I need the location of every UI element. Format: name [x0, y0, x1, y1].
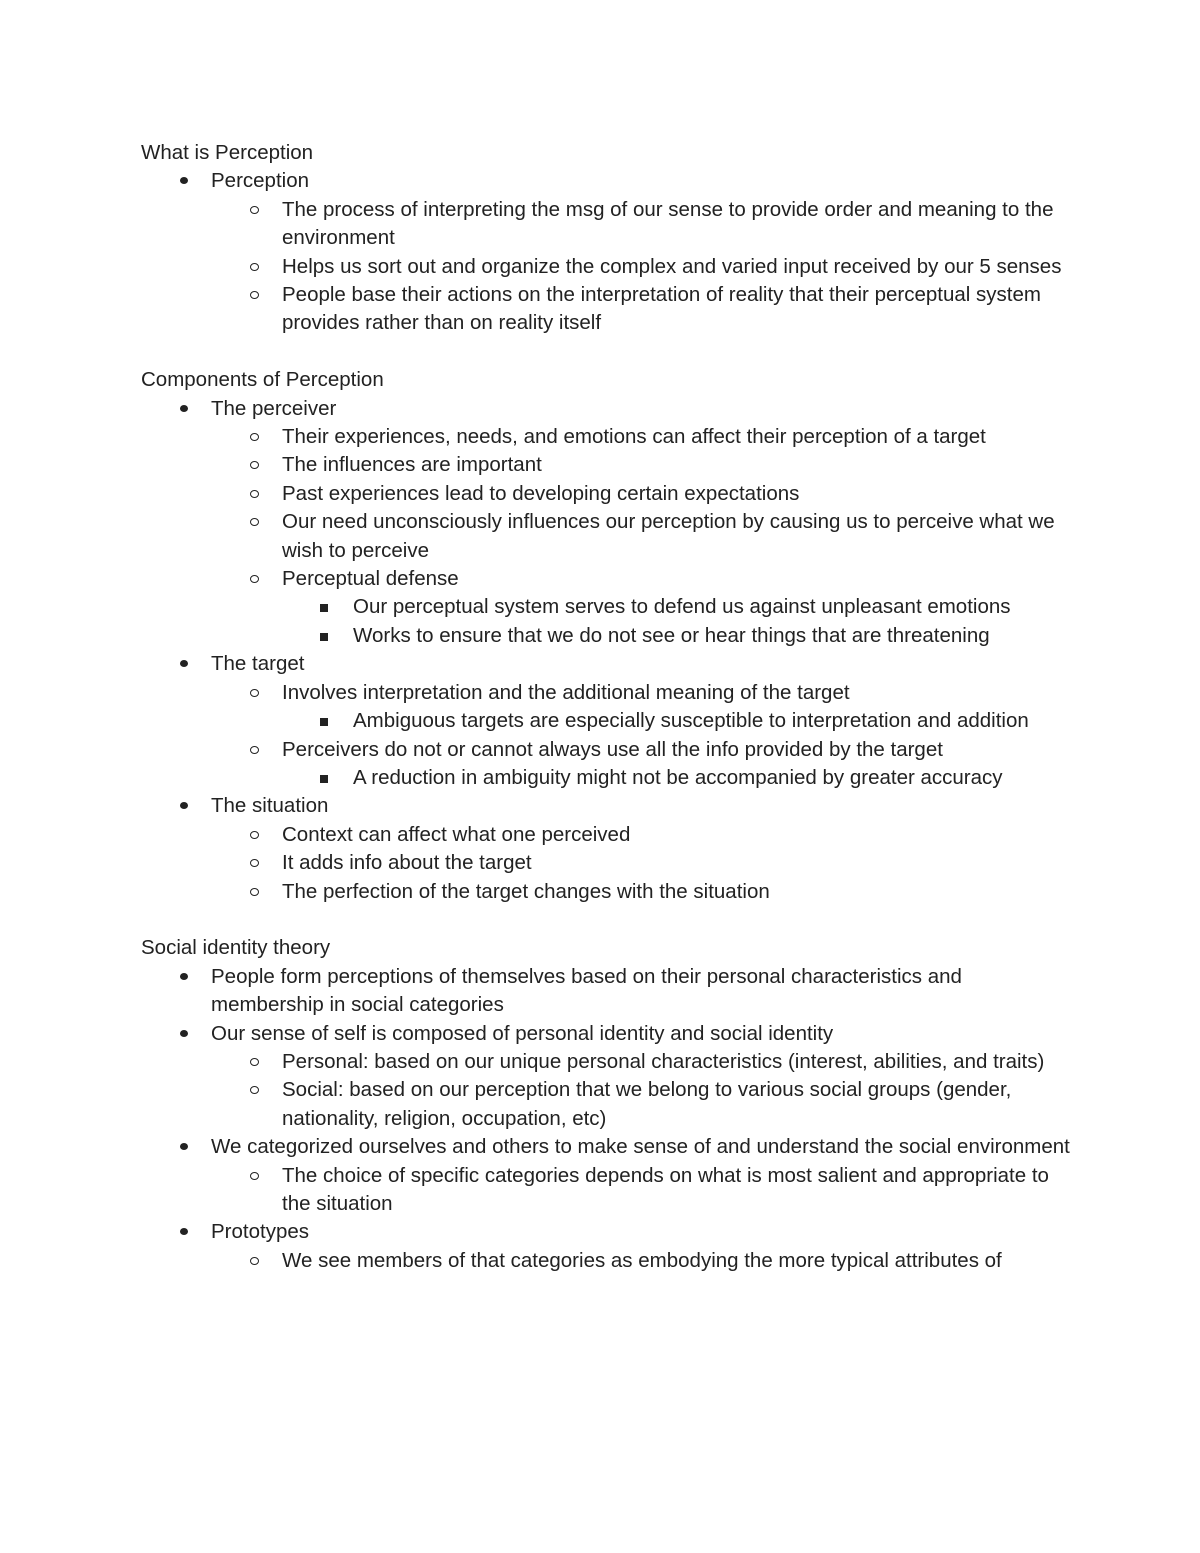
- square-bullet-icon: [320, 718, 328, 726]
- list-item-text: The process of interpreting the msg of our sense to provide order and meaning to the environment: [282, 197, 1054, 250]
- hollow-bullet-icon: [250, 518, 259, 526]
- filled-bullet-icon: [180, 1143, 188, 1150]
- list-item-text: It adds info about the target: [282, 851, 532, 875]
- section-heading: What is Perception: [141, 141, 314, 164]
- list-item: [141, 593, 1071, 621]
- section-heading: Components of Perception: [141, 368, 384, 392]
- filled-bullet-icon: [180, 177, 188, 184]
- hollow-bullet-icon: [250, 1172, 259, 1180]
- hollow-bullet-icon: [250, 689, 259, 697]
- section-what-is-perception: [141, 139, 1071, 338]
- hollow-bullet-icon: [250, 461, 259, 469]
- hollow-bullet-icon: [250, 263, 259, 271]
- hollow-bullet-icon: [250, 1086, 259, 1094]
- section-social-identity-theory: [141, 934, 1071, 1275]
- bullet-list: [141, 395, 1071, 906]
- list-item: [141, 565, 1071, 593]
- list-item: [141, 508, 1071, 565]
- list-item-text: Perceivers do not or cannot always use all the info provided by the target: [282, 737, 943, 761]
- filled-bullet-icon: [180, 1228, 188, 1235]
- list-item: [141, 167, 1071, 195]
- bullet-list: [141, 963, 1071, 1275]
- filled-bullet-icon: [180, 405, 188, 412]
- list-item-text: Ambiguous targets are especially susceptible to interpretation and addition: [353, 709, 1029, 733]
- hollow-bullet-icon: [250, 1058, 259, 1066]
- filled-bullet-icon: [180, 1030, 188, 1037]
- list-item: [141, 707, 1071, 735]
- list-item: [141, 1133, 1071, 1161]
- hollow-bullet-icon: [250, 575, 259, 583]
- list-item: [141, 1218, 1071, 1246]
- list-item: [141, 1020, 1071, 1048]
- hollow-bullet-icon: [250, 490, 259, 498]
- list-item: [141, 281, 1071, 338]
- list-item-text: The perfection of the target changes with the situation: [282, 879, 770, 903]
- list-item-text: Past experiences lead to developing certain expectations: [282, 481, 800, 505]
- filled-bullet-icon: [180, 973, 188, 980]
- list-item-text: Our need unconsciously influences our perception by causing us to perceive what we wish to perceive: [282, 510, 1055, 562]
- square-bullet-icon: [320, 775, 328, 783]
- list-item-text: The influences are important: [282, 453, 542, 477]
- section-heading: Social identity theory: [141, 936, 331, 960]
- list-item: [141, 1048, 1071, 1076]
- hollow-bullet-icon: [250, 206, 259, 214]
- square-bullet-icon: [320, 604, 328, 612]
- hollow-bullet-icon: [250, 859, 259, 867]
- list-item: [141, 423, 1071, 451]
- list-item-text: Prototypes: [211, 1220, 309, 1244]
- list-item: [141, 1247, 1071, 1275]
- hollow-bullet-icon: [250, 433, 259, 441]
- bullet-list: [141, 167, 1071, 337]
- list-item: [141, 764, 1071, 792]
- list-item-text: Perception: [211, 169, 310, 193]
- list-item-text: The situation: [211, 794, 329, 818]
- list-item: [141, 1076, 1071, 1133]
- list-item-text: The target: [211, 652, 305, 676]
- list-item-text: Their experiences, needs, and emotions can affect their perception of a target: [282, 425, 986, 449]
- hollow-bullet-icon: [250, 888, 259, 896]
- list-item-text: Helps us sort out and organize the complex and varied input received by our 5 senses: [282, 254, 1062, 278]
- list-item-text: Personal: based on our unique personal characteristics (interest, abilities, and traits): [282, 1049, 1045, 1073]
- hollow-bullet-icon: [250, 1257, 259, 1265]
- list-item-text: People form perceptions of themselves based on their personal characteristics and membership in social categories: [211, 964, 962, 1017]
- list-item: [141, 196, 1071, 253]
- list-item: [141, 849, 1071, 877]
- filled-bullet-icon: [180, 802, 188, 809]
- section-components-of-perception: [141, 366, 1071, 906]
- list-item: [141, 622, 1071, 650]
- list-item: [141, 253, 1071, 281]
- list-item-text: People base their actions on the interpretation of reality that their perceptual system provides rather than on reality itself: [282, 283, 1041, 335]
- list-item-text: The choice of specific categories depends on what is most salient and appropriate to the situation: [282, 1163, 1049, 1215]
- list-item-text: Works to ensure that we do not see or hear things that are threatening: [353, 623, 990, 647]
- list-item-text: The perceiver: [211, 396, 337, 420]
- list-item-text: Our sense of self is composed of personal identity and social identity: [211, 1021, 834, 1045]
- filled-bullet-icon: [180, 660, 188, 667]
- hollow-bullet-icon: [250, 831, 259, 839]
- list-item: [141, 650, 1071, 678]
- document-page: [141, 139, 1071, 1304]
- list-item: [141, 963, 1071, 1020]
- list-item-text: Context can affect what one perceived: [282, 822, 631, 846]
- list-item: [141, 395, 1071, 423]
- square-bullet-icon: [320, 633, 328, 641]
- list-item: [141, 736, 1071, 764]
- list-item: [141, 679, 1071, 707]
- list-item: [141, 451, 1071, 479]
- list-item: [141, 878, 1071, 906]
- list-item-text: Our perceptual system serves to defend us against unpleasant emotions: [353, 595, 1011, 619]
- list-item: [141, 792, 1071, 820]
- hollow-bullet-icon: [250, 746, 259, 754]
- list-item-text: We see members of that categories as embodying the more typical attributes of: [282, 1248, 1002, 1272]
- list-item-text: We categorized ourselves and others to make sense of and understand the social environment: [211, 1135, 1070, 1159]
- list-item: [141, 480, 1071, 508]
- list-item: [141, 821, 1071, 849]
- list-item-text: Perceptual defense: [282, 567, 459, 591]
- list-item-text: A reduction in ambiguity might not be accompanied by greater accuracy: [353, 765, 1003, 789]
- hollow-bullet-icon: [250, 291, 259, 299]
- list-item-text: Involves interpretation and the additional meaning of the target: [282, 680, 850, 704]
- list-item: [141, 1162, 1071, 1219]
- list-item-text: Social: based on our perception that we belong to various social groups (gender, nationality, religion, occupation, etc): [282, 1078, 1012, 1130]
